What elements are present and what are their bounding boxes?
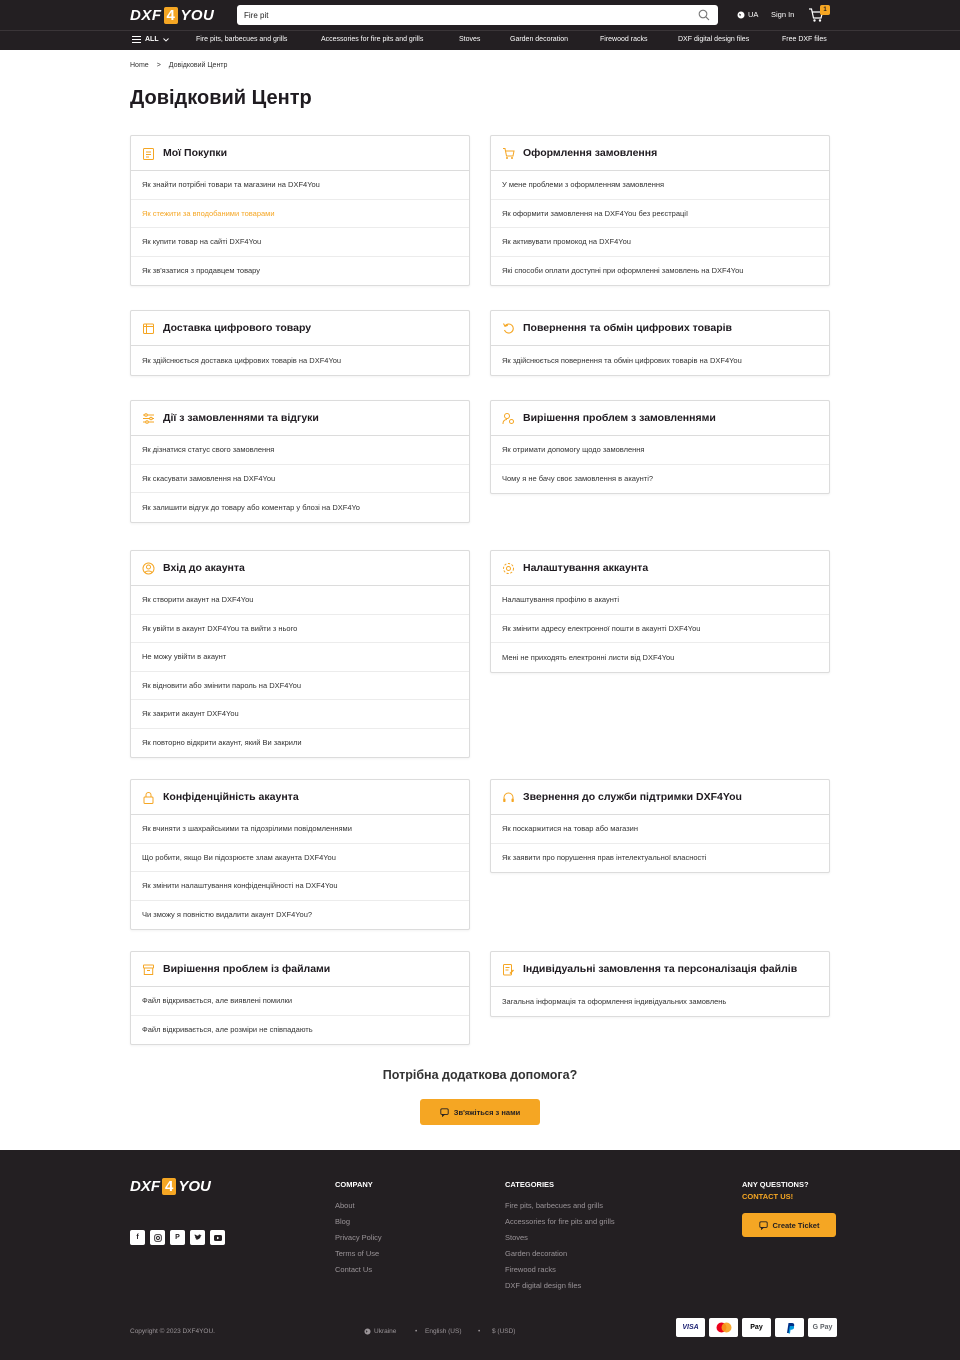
youtube-icon[interactable] (210, 1230, 225, 1245)
breadcrumb-home[interactable]: Home (130, 62, 149, 69)
create-ticket-label: Create Ticket (772, 1220, 820, 1230)
card-header (131, 136, 469, 171)
bullet-separator: • (415, 1328, 418, 1335)
card-header (491, 401, 829, 436)
country-label: Ukraine (374, 1328, 397, 1335)
logo-text-four: 4 (164, 7, 179, 24)
help-link[interactable]: Як закрити акаунт DXF4You (131, 700, 469, 729)
footer-category-link[interactable]: DXF digital design files (505, 1281, 582, 1290)
language-selector[interactable]: English (US) (425, 1328, 462, 1335)
footer (0, 1150, 960, 1360)
breadcrumb (130, 62, 227, 69)
pinterest-icon[interactable]: P (170, 1230, 185, 1245)
language-switcher[interactable] (737, 10, 758, 19)
top-bar (0, 0, 960, 30)
categories-heading: CATEGORIES (505, 1180, 555, 1189)
card-title: Оформлення замовлення (523, 147, 658, 159)
help-link[interactable]: Як відновити або змінити пароль на DXF4You (131, 672, 469, 701)
card-file-problems (130, 951, 470, 1045)
help-link[interactable]: Як оформити замовлення на DXF4You без реєстрації (491, 200, 829, 229)
help-link[interactable]: Які способи оплати доступні при оформленні замовлень на DXF4You (502, 266, 744, 276)
nav-item-stoves[interactable]: Stoves (459, 36, 481, 43)
logo[interactable] (130, 7, 214, 23)
card-my-purchases (130, 135, 470, 286)
card-title: Доставка цифрового товару (163, 322, 312, 334)
card-title: Повернення та обмін цифрових товарів (523, 322, 732, 334)
menu-icon (132, 36, 141, 43)
help-link[interactable]: Що робити, якщо Ви підозрюєте злам акаунта DXF4You (131, 844, 469, 873)
chat-icon (440, 1108, 449, 1117)
card-header (131, 952, 469, 987)
footer-link-blog[interactable]: Blog (335, 1217, 351, 1226)
breadcrumb-separator: > (156, 62, 161, 69)
logo-text-left: DXF (130, 1178, 160, 1195)
nav-item-garden-decoration[interactable]: Garden decoration (510, 36, 568, 43)
logo-text-left: DXF (130, 6, 162, 24)
help-link[interactable]: Як змінити налаштування конфіденційності на DXF4You (131, 872, 469, 901)
logo-text-right: YOU (180, 6, 215, 24)
help-link[interactable]: Як знайти потрібні товари та магазини на DXF4You (131, 171, 469, 200)
return-icon (502, 322, 515, 335)
help-link[interactable]: Загальна інформація та оформлення індивідуальних замовлень (502, 996, 727, 1006)
card-title: Звернення до служби підтримки DXF4You (523, 791, 742, 803)
nav-item-fire-pits[interactable]: Fire pits, barbecues and grills (196, 36, 288, 43)
card-header (131, 311, 469, 346)
card-header (131, 780, 469, 815)
card-title: Вирішення проблем з замовленнями (523, 412, 716, 424)
footer-category-link[interactable]: Fire pits, barbecues and grills (505, 1201, 603, 1210)
help-link[interactable]: Як купити товар на сайті DXF4You (131, 228, 469, 257)
mastercard-icon (709, 1318, 738, 1337)
nav-item-free-dxf-files[interactable]: Free DXF files (782, 36, 827, 43)
all-label: ALL (145, 36, 159, 43)
instagram-icon[interactable] (150, 1230, 165, 1245)
search-icon[interactable] (698, 9, 710, 21)
search-bar (237, 5, 718, 25)
visa-icon (676, 1318, 705, 1337)
card-title: Конфіденційність акаунта (163, 791, 299, 803)
company-heading: COMPANY (335, 1180, 373, 1189)
all-categories-button[interactable] (132, 36, 169, 43)
card-support-contact (490, 779, 830, 873)
help-link[interactable]: Як заявити про порушення прав інтелектуальної власності (502, 853, 707, 863)
currency-selector[interactable]: $ (USD) (492, 1328, 516, 1335)
twitter-icon[interactable] (190, 1230, 205, 1245)
search-input[interactable] (244, 8, 684, 22)
footer-category-link[interactable]: Stoves (505, 1233, 528, 1242)
contact-us-link[interactable]: CONTACT US! (742, 1192, 794, 1201)
logo-text-right: YOU (178, 1178, 211, 1195)
help-link[interactable]: Як змінити адресу електронної пошти в акаунті DXF4You (491, 615, 829, 644)
card-account-settings (490, 550, 830, 673)
copyright: Copyright © 2023 DXF4YOU. (130, 1328, 215, 1335)
apple-pay-label: Pay (750, 1324, 763, 1331)
cart-icon (502, 147, 515, 160)
user-gear-icon (502, 412, 515, 425)
footer-link-terms[interactable]: Terms of Use (335, 1249, 380, 1258)
card-title: Дії з замовленнями та відгуки (163, 412, 319, 424)
paypal-icon (775, 1318, 804, 1337)
help-link[interactable]: У мене проблеми з оформленням замовлення (491, 171, 829, 200)
social-links (130, 1230, 225, 1245)
help-link[interactable]: Як повторно відкрити акаунт, який Ви закрили (142, 738, 302, 748)
country-selector[interactable] (364, 1328, 396, 1335)
card-header (131, 401, 469, 436)
facebook-icon[interactable]: f (130, 1230, 145, 1245)
cart-count-badge: 1 (820, 5, 830, 15)
card-checkout (490, 135, 830, 286)
help-link[interactable]: Як поскаржитися на товар або магазин (491, 815, 829, 844)
user-circle-icon (142, 562, 155, 575)
help-link[interactable]: Як залишити відгук до товару або коментар у блозі на DXF4Yo (142, 502, 360, 512)
help-link[interactable]: Як зв'язатися з продавцем товару (142, 266, 261, 276)
help-link[interactable]: Як скасувати замовлення на DXF4You (131, 465, 469, 494)
footer-logo[interactable] (130, 1178, 211, 1195)
card-header (491, 136, 829, 171)
bullet-separator: • (478, 1328, 481, 1335)
help-heading: Потрібна додаткова допомога? (382, 1068, 578, 1082)
lock-icon (142, 791, 155, 804)
globe-icon (737, 11, 745, 19)
card-title: Мої Покупки (163, 147, 228, 159)
headset-icon (502, 791, 515, 804)
clipboard-icon (142, 147, 155, 160)
card-order-actions (130, 400, 470, 523)
create-ticket-button[interactable] (742, 1213, 836, 1237)
help-link[interactable]: Як активувати промокод на DXF4You (491, 228, 829, 257)
contact-us-button[interactable] (420, 1099, 540, 1125)
logo-text-four: 4 (162, 1178, 176, 1195)
card-account-privacy (130, 779, 470, 930)
card-header (491, 780, 829, 815)
nav-item-accessories[interactable]: Accessories for fire pits and grills (321, 36, 424, 43)
file-edit-icon (502, 963, 515, 976)
card-account-login (130, 550, 470, 758)
gear-icon (502, 562, 515, 575)
help-link[interactable]: Не можу увійти в акаунт (131, 643, 469, 672)
help-link[interactable]: Як здійснюється повернення та обмін цифрових товарів на DXF4You (502, 355, 742, 365)
any-questions-heading: ANY QUESTIONS? (742, 1180, 809, 1189)
help-link[interactable]: Чи зможу я повністю видалити акаунт DXF4You? (142, 910, 313, 920)
footer-link-contact[interactable]: Contact Us (335, 1265, 373, 1274)
help-link[interactable]: Як дізнатися статус свого замовлення (131, 436, 469, 465)
card-title: Індивідуальні замовлення та персоналізація файлів (523, 963, 798, 975)
language-label: UA (748, 10, 759, 19)
sign-in-link[interactable]: Sign In (771, 10, 795, 19)
google-pay-label: G Pay (812, 1324, 833, 1331)
card-custom-orders (490, 951, 830, 1017)
card-header (491, 311, 829, 346)
card-title: Вхід до акаунта (163, 562, 245, 574)
globe-icon (364, 1328, 371, 1335)
help-link[interactable]: Чому я не бачу своє замовлення в акаунті? (502, 474, 654, 484)
help-link[interactable]: Як здійснюється доставка цифрових товарів на DXF4You (142, 355, 342, 365)
sliders-icon (142, 412, 155, 425)
help-link[interactable]: Як стежити за вподобаними товарами (131, 200, 469, 229)
category-nav (0, 30, 960, 50)
footer-category-link[interactable]: Garden decoration (505, 1249, 568, 1258)
help-link[interactable]: Як увійти в акаунт DXF4You та вийти з нього (131, 615, 469, 644)
card-header (131, 551, 469, 586)
help-link[interactable]: Мені не приходять електронні листи від DXF4You (502, 652, 675, 662)
card-header (491, 551, 829, 586)
card-order-problems (490, 400, 830, 494)
help-link[interactable]: Як вчиняти з шахрайськими та підозрілими повідомленнями (131, 815, 469, 844)
visa-label: VISA (682, 1324, 699, 1331)
page-title: Довідковий Центр (130, 87, 312, 109)
footer-link-privacy[interactable]: Privacy Policy (335, 1233, 382, 1242)
help-link[interactable]: Як отримати допомогу щодо замовлення (491, 436, 829, 465)
breadcrumb-current: Довідковий Центр (168, 62, 228, 69)
chevron-down-icon (163, 38, 169, 42)
card-title: Вирішення проблем із файлами (163, 963, 331, 975)
archive-icon (142, 963, 155, 976)
footer-category-link[interactable]: Firewood racks (505, 1265, 556, 1274)
nav-item-firewood-racks[interactable]: Firewood racks (600, 36, 648, 43)
help-link[interactable]: Налаштування профілю в акаунті (491, 586, 829, 615)
contact-us-label: Зв'яжіться з нами (453, 1107, 521, 1117)
footer-category-link[interactable]: Accessories for fire pits and grills (505, 1217, 615, 1226)
google-pay-icon (808, 1318, 837, 1337)
nav-item-dxf-design-files[interactable]: DXF digital design files (678, 36, 750, 43)
card-returns (490, 310, 830, 376)
card-header (491, 952, 829, 987)
card-digital-delivery (130, 310, 470, 376)
chat-icon (759, 1221, 768, 1230)
apple-pay-icon (742, 1318, 771, 1337)
help-link[interactable]: Як створити акаунт на DXF4You (131, 586, 469, 615)
help-link[interactable]: Файл відкривається, але розміри не співпадають (142, 1025, 313, 1035)
help-link[interactable]: Файл відкривається, але виявлені помилки (131, 987, 469, 1016)
card-title: Налаштування аккаунта (523, 562, 649, 574)
box-icon (142, 322, 155, 335)
footer-link-about[interactable]: About (335, 1201, 355, 1210)
